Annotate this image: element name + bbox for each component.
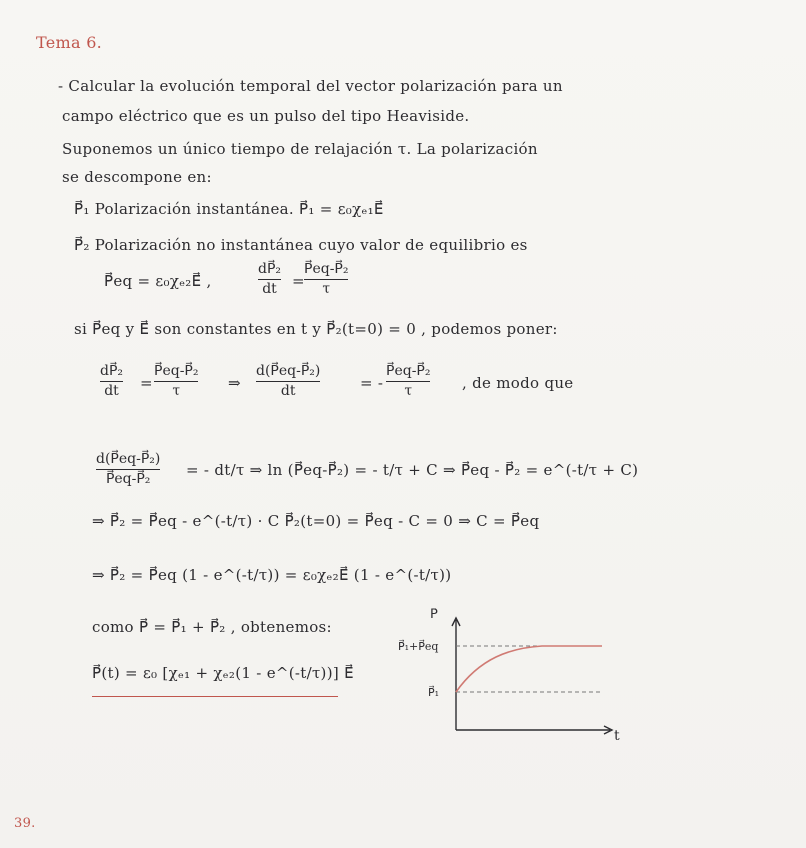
fraction-numerator: d(P⃗eq-P⃗₂)	[96, 451, 161, 467]
peq-definition: P⃗eq = ε₀χₑ₂E⃗ ,	[104, 272, 212, 290]
text-line-3: Suponemos un único tiempo de relajación τ. La polarización	[62, 140, 538, 158]
fraction-numerator: P⃗eq-P⃗₂	[304, 261, 349, 277]
fraction-denominator: dt	[262, 281, 277, 297]
lower-level-label: P⃗₁	[428, 686, 440, 699]
fraction-numerator: P⃗eq-P⃗₂	[386, 363, 431, 379]
text-line-2: campo eléctrico que es un pulso del tipo Heaviside.	[62, 107, 470, 125]
fraction-bar	[304, 279, 348, 280]
fraction-denominator: dt	[104, 383, 119, 399]
fraction-peq-p2-tau-b	[154, 364, 198, 399]
fraction-numerator: dP⃗₂	[258, 261, 282, 277]
text-line-11: ⇒ P⃗₂ = P⃗eq - e^(-t/τ) · C P⃗₂(t=0) = P⃗eq - C = 0 ⇒ C = P⃗eq	[92, 512, 540, 530]
equals-sign: =	[140, 374, 153, 392]
x-axis-label: t	[614, 728, 620, 744]
fraction-dp2-dt-b	[100, 364, 123, 399]
text-line-13: como P⃗ = P⃗₁ + P⃗₂ , obtenemos:	[92, 618, 332, 636]
final-result: P⃗(t) = ε₀ [χₑ₁ + χₑ₂(1 - e^(-t/τ))] E⃗	[92, 664, 354, 682]
fraction-numerator: P⃗eq-P⃗₂	[154, 363, 199, 379]
fraction-bar	[96, 469, 160, 470]
fraction-denominator: P⃗eq-P⃗₂	[105, 471, 151, 487]
fraction-denominator: τ	[322, 281, 331, 297]
page-number: 39.	[14, 816, 36, 831]
text-line-1: - Calcular la evolución temporal del vector polarización para un	[58, 77, 563, 95]
upper-level-label: P⃗₁+P⃗eq	[398, 640, 439, 653]
fraction-peq-p2-tau-a	[304, 262, 348, 297]
text-line-6: P⃗₂ Polarización no instantánea cuyo valor de equilibrio es	[74, 236, 528, 254]
equals-minus-sign: = -	[360, 374, 384, 392]
fraction-bar	[100, 381, 123, 382]
text-line-5: P⃗₁ Polarización instantánea. P⃗₁ = ε₀χₑ₁E⃗	[74, 200, 384, 218]
fraction-d-peq-p2-dt	[256, 364, 320, 399]
fraction-bar	[386, 381, 430, 382]
fraction-bar	[258, 279, 281, 280]
fraction-d-peq-p2-over-peq-p2	[96, 452, 160, 487]
fraction-peq-p2-tau-c	[386, 364, 430, 399]
text-line-12: ⇒ P⃗₂ = P⃗eq (1 - e^(-t/τ)) = ε₀χₑ₂E⃗ (1 - e^(-t/τ))	[92, 566, 452, 584]
fraction-denominator: dt	[280, 383, 296, 399]
fraction-dp2-dt-a	[258, 262, 281, 297]
polarization-curve	[456, 646, 602, 692]
final-result-underline	[92, 696, 338, 697]
fraction-denominator: τ	[172, 383, 181, 399]
page-title: Tema 6.	[36, 33, 103, 52]
equals-sign: =	[292, 272, 305, 290]
fraction-bar	[154, 381, 198, 382]
implies-sign: ⇒	[228, 374, 241, 392]
fraction-denominator: τ	[404, 383, 413, 399]
text-line-8: si P⃗eq y E⃗ son constantes en t y P⃗₂(t=0) = 0 , podemos poner:	[74, 320, 558, 338]
fraction-bar	[256, 381, 320, 382]
text-de-modo-que: , de modo que	[462, 374, 574, 392]
text-line-10: = - dt/τ ⇒ ln (P⃗eq-P⃗₂) = - t/τ + C ⇒ P⃗eq - P⃗₂ = e^(-t/τ + C)	[186, 461, 639, 479]
text-line-4: se descompone en:	[62, 168, 212, 186]
fraction-numerator: dP⃗₂	[100, 363, 124, 379]
polarization-graph	[392, 608, 632, 748]
y-axis-label: P⃗	[430, 608, 438, 622]
fraction-numerator: d(P⃗eq-P⃗₂)	[256, 363, 321, 379]
